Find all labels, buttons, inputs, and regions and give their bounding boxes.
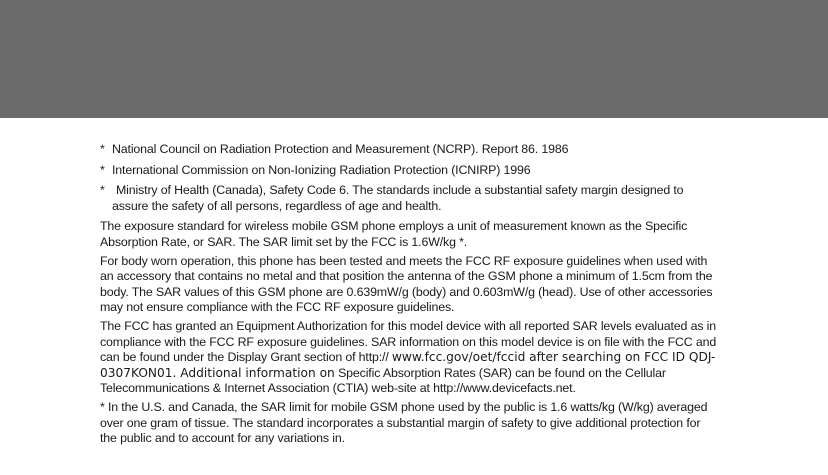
fcc-text-part3: Specific Absorption Rates (SAR) can be found on the Cellular Telecommunications & Internet Association (CTIA) web-site at http://www.devicefacts.net. bbox=[100, 365, 666, 396]
reference-item bbox=[100, 163, 720, 179]
sar-limit-footnote: * In the U.S. and Canada, the SAR limit for mobile GSM phone used by the public is 1.6 watts/kg (W/kg) averaged over one gram of tissue. The standard incorporates a substantial margin of safety to give additional protection for the public and to account for any variations in. bbox=[100, 399, 708, 446]
bullet-marker: * bbox=[100, 142, 105, 156]
reference-text: National Council on Radiation Protection and Measurement (NCRP). Report 86. 1986 bbox=[112, 142, 569, 156]
reference-text: International Commission on Non-Ionizing Radiation Protection (ICNIRP) 1996 bbox=[112, 162, 531, 177]
bullet-marker: * bbox=[100, 162, 105, 177]
fcc-text-part2: www.fcc.gov/oet/fccid after searching on FCC ID QDJ-0307KON01. Additional information on bbox=[100, 350, 716, 380]
reference-text: Ministry of Health (Canada), Safety Code 6. The standards include a substantial safety margin designed to assure the safety of all persons, regardless of age and health. bbox=[112, 183, 684, 213]
document-body bbox=[100, 142, 720, 450]
fcc-text-part1: The FCC has granted an Equipment Authorization for this model device with all reported SAR levels evaluated as in compliance with the FCC RF exposure guidelines. SAR information on this model device is on file with the FCC and can be found under the Display Grant section of http:// bbox=[100, 318, 717, 365]
header-band bbox=[0, 0, 828, 118]
reference-item bbox=[100, 183, 720, 214]
fcc-authorization-paragraph bbox=[100, 319, 720, 397]
reference-item bbox=[100, 142, 720, 158]
bullet-marker: * bbox=[100, 183, 105, 198]
body-worn-paragraph: For body worn operation, this phone has been tested and meets the FCC RF exposure guidelines when used with an accessory that contains no metal and that position the antenna of the GSM phone a minimum of 1.5cm from the body. The SAR values of this GSM phone are 0.639mW/g (body) and 0.603mW/g (head). Use of other accessories may not ensure compliance with the FCC RF exposure guidelines. bbox=[100, 253, 713, 315]
sar-standard-paragraph: The exposure standard for wireless mobile GSM phone employs a unit of measurement known as the Specific Absorption Rate, or SAR. The SAR limit set by the FCC is 1.6W/kg *. bbox=[100, 219, 688, 249]
